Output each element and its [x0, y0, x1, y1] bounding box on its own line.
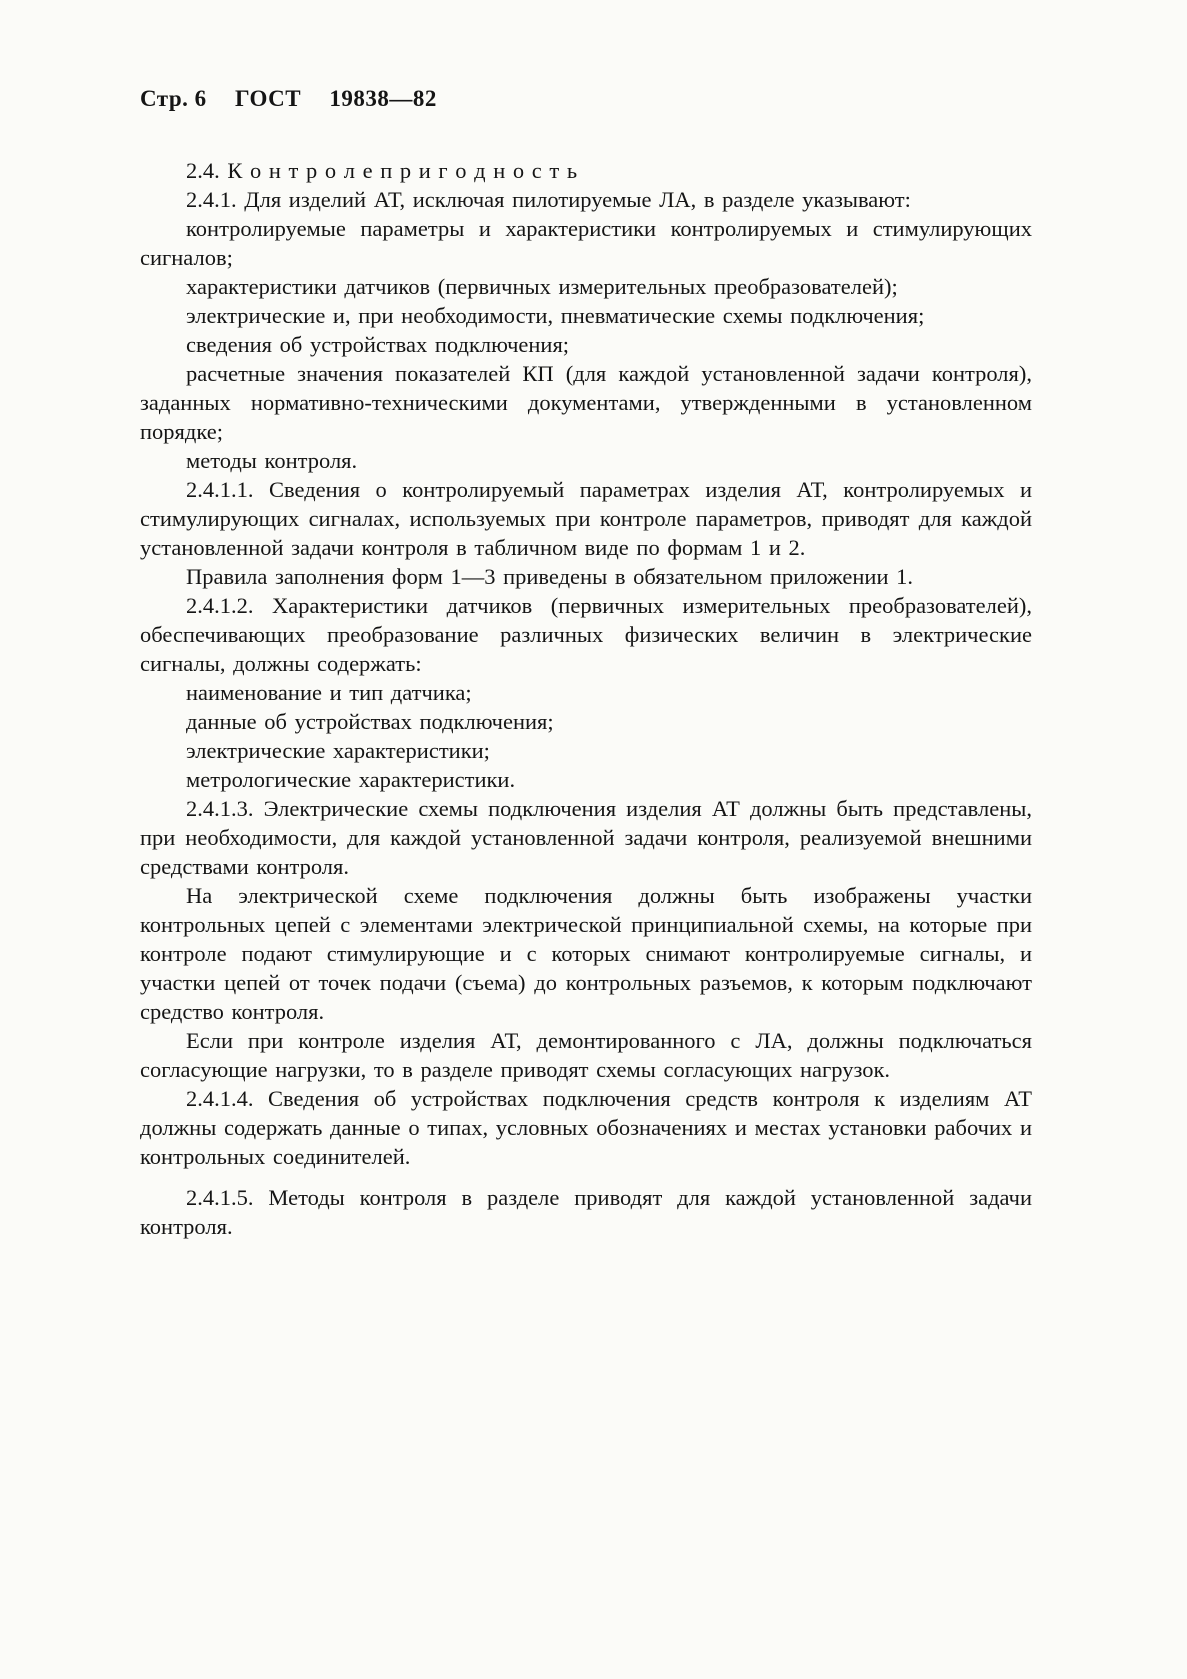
paragraph: расчетные значения показателей КП (для каждой установленной задачи контроля), заданных нормативно-техническими документами, утвержденными в установленном порядке; [140, 361, 1032, 444]
paragraph: электрические и, при необходимости, пневматические схемы подключения; [186, 303, 925, 328]
paragraph: контролируемые параметры и характеристики контролируемых и стимулирующих сигналов; [140, 216, 1032, 270]
paragraph: Если при контроле изделия АТ, демонтированного с ЛА, должны подключаться согласующие нагрузки, то в разделе приводят схемы согласующих нагрузок. [140, 1028, 1032, 1082]
paragraph: На электрической схеме подключения должны быть изображены участки контрольных цепей с элементами электрической принципиальной схемы, на которые при контроле подают стимулирующие и с которых снимают контролируемые сигналы, и участки цепей от точек подачи (съема) до контрольных разъемов, к которым подключают средство контроля. [140, 883, 1032, 1024]
paragraph: 2.4.1. Для изделий АТ, исключая пилотируемые ЛА, в разделе указывают: [186, 187, 911, 212]
paragraph: сведения об устройствах подключения; [186, 332, 570, 357]
standard-number: 19838—82 [329, 86, 437, 111]
paragraph: 2.4.1.1. Сведения о контролируемый параметрах изделия АТ, контролируемых и стимулирующих сигналах, используемых при контроле параметров, приводят для каждой установленной задачи контроля в табличном виде по формам 1 и 2. [140, 477, 1032, 560]
paragraph: наименование и тип датчика; [186, 680, 472, 705]
paragraph: 2.4.1.5. Методы контроля в разделе приводят для каждой установленной задачи контроля. [140, 1185, 1032, 1239]
paragraph: характеристики датчиков (первичных измерительных преобразователей); [186, 274, 898, 299]
document-body [140, 156, 1032, 1241]
paragraph: 2.4.1.3. Электрические схемы подключения изделия АТ должны быть представлены, при необходимости, для каждой установленной задачи контроля, реализуемой внешними средствами контроля. [140, 796, 1032, 879]
section-heading: 2.4. К о н т р о л е п р и г о д н о с т ь [186, 158, 578, 183]
paragraph: 2.4.1.4. Сведения об устройствах подключения средств контроля к изделиям АТ должны содержать данные о типах, условных обозначениях и местах установки рабочих и контрольных соединителей. [140, 1086, 1032, 1169]
paragraph: методы контроля. [186, 448, 358, 473]
paragraph: метрологические характеристики. [186, 767, 516, 792]
paragraph: 2.4.1.2. Характеристики датчиков (первичных измерительных преобразователей), обеспечивающих преобразование различных физических величин в электрические сигналы, должны содержать: [140, 593, 1032, 676]
paragraph: электрические характеристики; [186, 738, 490, 763]
standard-name: ГОСТ [234, 86, 302, 111]
page-number-label: Стр. 6 [140, 86, 207, 111]
paragraph: Правила заполнения форм 1—3 приведены в обязательном приложении 1. [186, 564, 914, 589]
paragraph: данные об устройствах подключения; [186, 709, 554, 734]
page-header [140, 86, 1032, 112]
